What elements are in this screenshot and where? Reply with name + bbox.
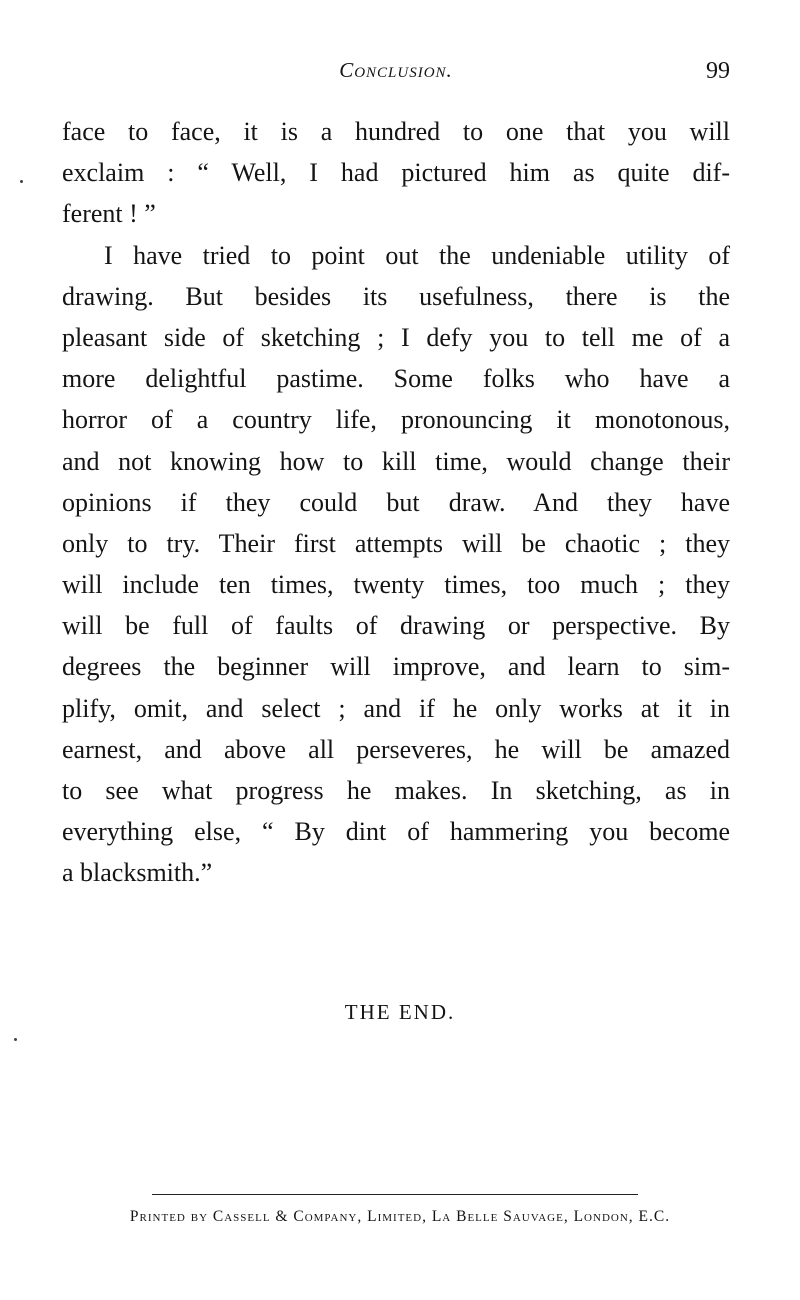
text-line: exclaim : “ Well, I had pictured him as quite dif- bbox=[62, 158, 730, 188]
text-line: plify, omit, and select ; and if he only works at it in bbox=[62, 693, 730, 723]
text-line: and not knowing how to kill time, would change their bbox=[62, 446, 730, 476]
the-end-heading: THE END. bbox=[344, 1000, 456, 1024]
text-line: to see what progress he makes. In sketching, as in bbox=[62, 776, 730, 805]
text-line: will include ten times, twenty times, too much ; they bbox=[62, 570, 730, 600]
text-line: drawing. But besides its usefulness, there is the bbox=[62, 281, 730, 311]
text-line: I have tried to point out the undeniable utility of bbox=[104, 240, 730, 270]
text-line: face to face, it is a hundred to one that you will bbox=[62, 117, 730, 146]
text-line: more delightful pastime. Some folks who have a bbox=[62, 364, 730, 394]
text-line: horror of a country life, pronouncing it monotonous, bbox=[62, 405, 730, 435]
text-line: degrees the beginner will improve, and learn to sim- bbox=[62, 652, 730, 682]
running-head bbox=[62, 58, 730, 94]
body-text bbox=[62, 111, 730, 894]
footer-rule bbox=[152, 1194, 638, 1195]
text-line: will be full of faults of drawing or perspective. By bbox=[62, 611, 730, 641]
text-line: earnest, and above all perseveres, he will be amazed bbox=[62, 734, 730, 764]
text-line: a blacksmith.” bbox=[62, 858, 213, 888]
text-line: ferent ! ” bbox=[62, 199, 156, 229]
paper-speck bbox=[20, 180, 23, 183]
text-line: only to try. Their first attempts will be chaotic ; they bbox=[62, 528, 730, 558]
paper-speck bbox=[14, 1038, 17, 1041]
printer-imprint: Printed by Cassell & Company, Limited, La Belle Sauvage, London, E.C. bbox=[129, 1208, 671, 1225]
text-line: pleasant side of sketching ; I defy you to tell me of a bbox=[62, 322, 730, 352]
text-line: everything else, “ By dint of hammering you become bbox=[62, 817, 730, 847]
running-title: Conclusion. bbox=[339, 58, 453, 82]
text-line: opinions if they could but draw. And they have bbox=[62, 487, 730, 517]
page-number: 99 bbox=[706, 58, 730, 84]
